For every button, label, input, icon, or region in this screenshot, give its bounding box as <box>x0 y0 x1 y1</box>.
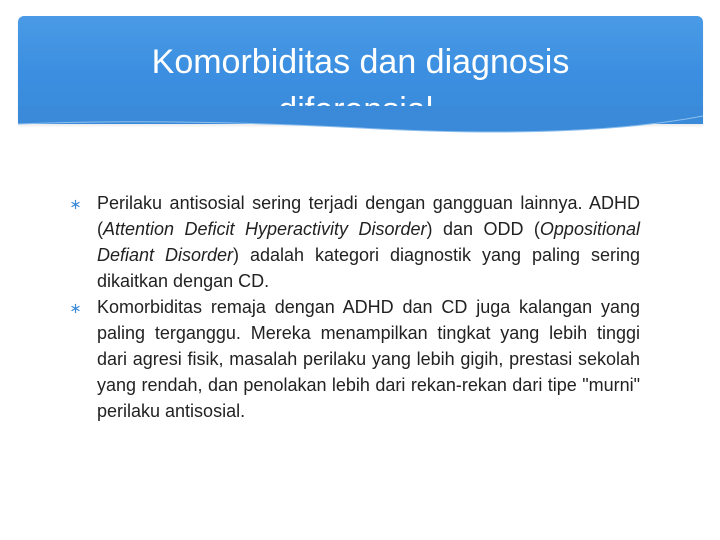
bullet-text <box>97 190 640 294</box>
bullet-text <box>97 294 640 424</box>
asterisk-bullet-icon <box>70 303 81 314</box>
bullet-list <box>70 190 640 424</box>
slide-title-line-1: Komorbiditas dan diagnosis <box>151 43 570 81</box>
bullet-text-italic: Attention Deficit Hyperactivity Disorder <box>103 219 427 239</box>
bullet-text-segment: Komorbiditas remaja dengan ADHD dan CD juga kalangan yang paling terganggu. Mereka menampilkan tingkat yang lebih tinggi dari agresi fisik, masalah perilaku yang lebih gigih, prestasi sekolah yang rendah, dan penolakan lebih dari rekan-rekan dari tipe "murni" perilaku antisosial. <box>97 297 640 421</box>
bullet-item <box>70 190 640 294</box>
bullet-text-segment: ) adalah kategori diagnostik yang paling sering dikaitkan dengan CD. <box>97 245 640 291</box>
bullet-text-italic: Oppositional Defiant Disorder <box>97 219 640 265</box>
asterisk-bullet-icon <box>70 199 81 210</box>
bullet-text-segment: Perilaku antisosial sering terjadi dengan gangguan lainnya. ADHD ( <box>97 193 640 239</box>
bullet-item <box>70 294 640 424</box>
bullet-text-segment: ) dan ODD ( <box>426 219 540 239</box>
title-banner-curve <box>18 106 703 136</box>
